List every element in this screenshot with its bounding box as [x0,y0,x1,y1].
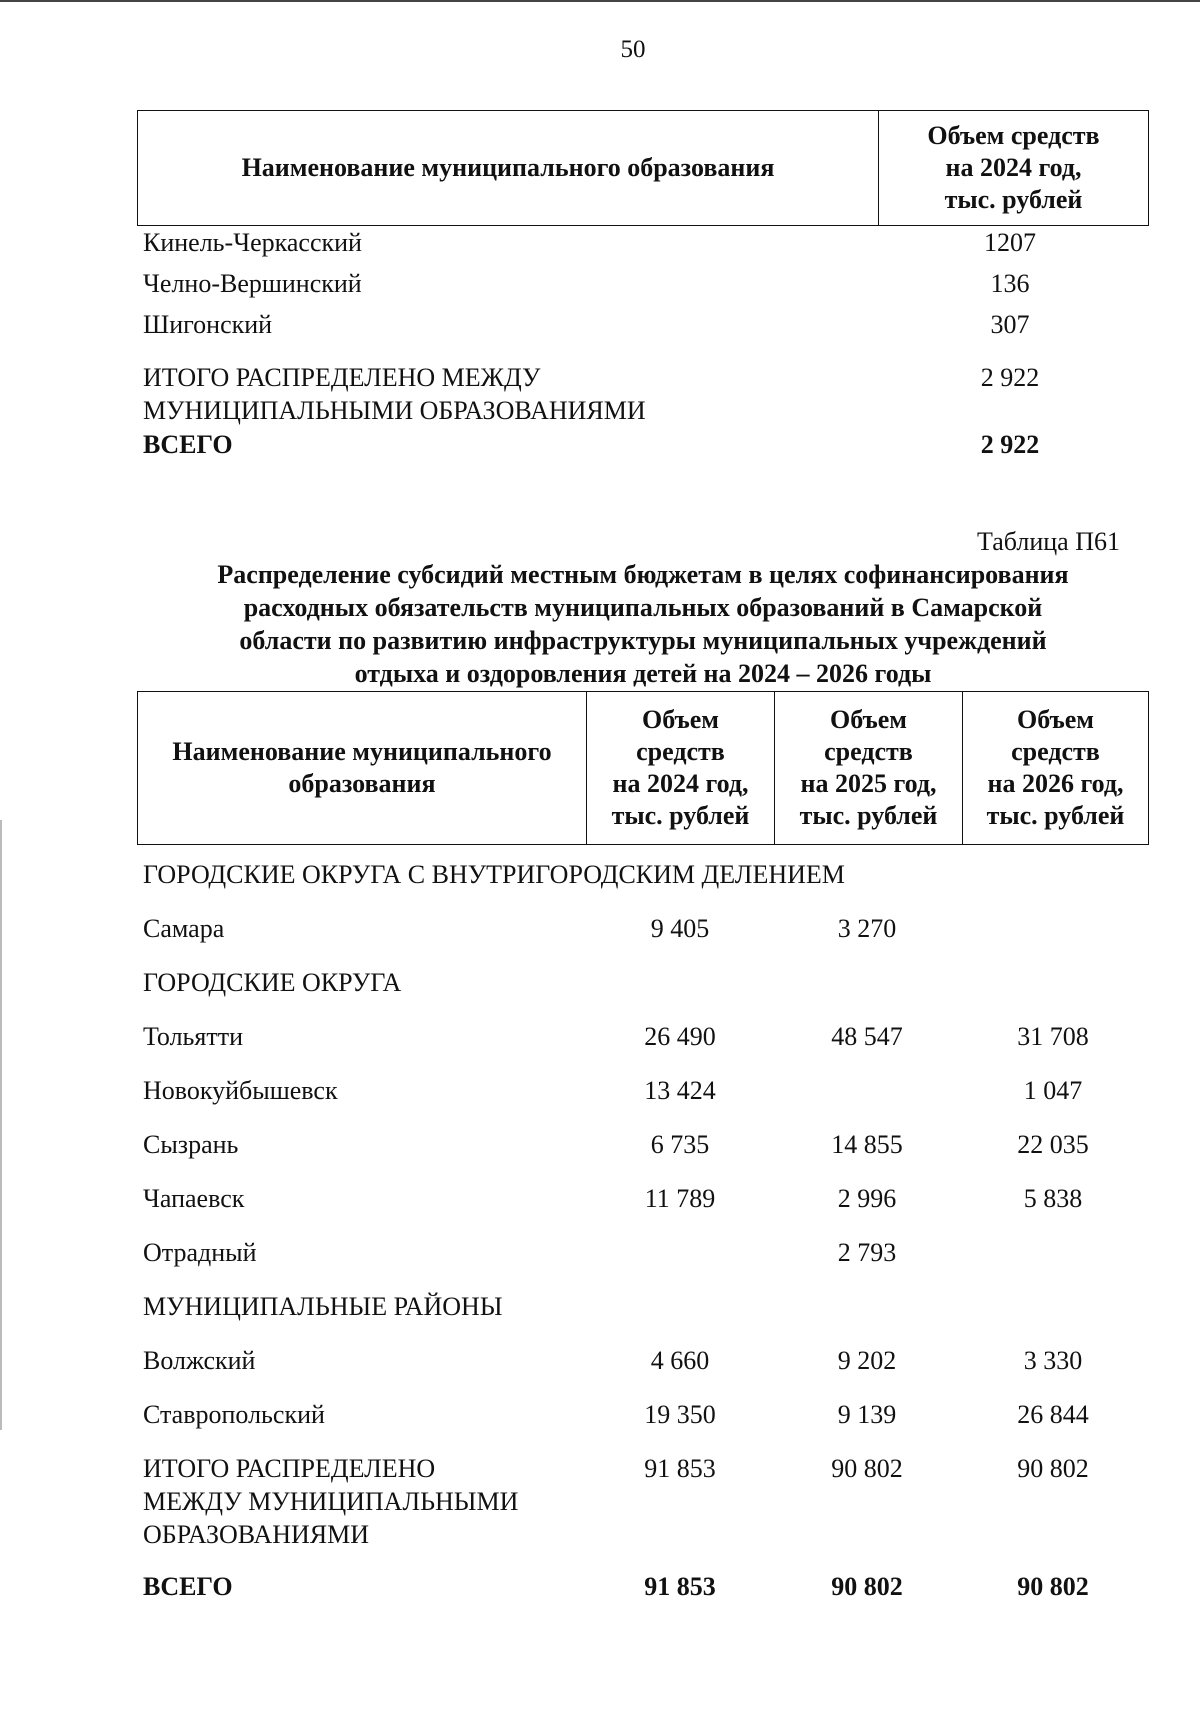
table2-cell-2025: 2 996 [837,1184,897,1213]
table2-total-distributed-2025: 90 802 [831,1454,903,1483]
table2-total-distributed-2026: 90 802 [1017,1454,1089,1483]
table2-title-line: отдыха и оздоровления детей на 2024 – 2026 годы [354,659,932,688]
table2-row-name: Сызрань [143,1130,239,1159]
table2-total-2026: 90 802 [1017,1572,1089,1601]
table2-total-label: ВСЕГО [143,1572,233,1601]
table2-cell-2024: 4 660 [650,1346,710,1375]
table2-cell-2024: 26 490 [644,1022,716,1051]
table2-cell-2024: 6 735 [650,1130,710,1159]
table2-row-name: Чапаевск [143,1184,245,1213]
table2-total-distributed-label [143,1452,518,1551]
table2-total-distributed-2024: 91 853 [644,1454,716,1483]
table2-header-line: Объем [642,705,719,734]
table2-row-name: Отрадный [143,1238,257,1267]
table2-header-line: на 2024 год, [612,769,749,798]
scan-left-edge [0,820,2,1430]
table2-cell-2026: 1 047 [1023,1076,1083,1105]
table2-cell-2024: 19 350 [644,1400,716,1429]
table2-total-distributed-line: МЕЖДУ МУНИЦИПАЛЬНЫМИ [143,1487,519,1516]
table2-row-name: Новокуйбышевск [143,1076,338,1105]
table2-total-distributed-line: ОБРАЗОВАНИЯМИ [143,1520,370,1549]
table2-header-line: тыс. рублей [986,801,1125,830]
table2-total-2025: 90 802 [831,1572,903,1601]
table2-row-name: Ставропольский [143,1400,325,1429]
table2-header-line: средств [1011,737,1100,766]
table1-total-distributed-line: МУНИЦИПАЛЬНЫМИ ОБРАЗОВАНИЯМИ [143,396,646,425]
table1-header-amount [879,111,1148,225]
table2-cell-2025: 9 202 [837,1346,897,1375]
table2-header-line: Объем [830,705,907,734]
table2-section-heading: ГОРОДСКИЕ ОКРУГА С ВНУТРИГОРОДСКИМ ДЕЛЕНИЕМ [143,860,845,889]
table2-row-name: Тольятти [143,1022,244,1051]
table2-cell-2026: 26 844 [1017,1400,1089,1429]
table2-header-line: средств [636,737,725,766]
table2-cell-2024: 11 789 [644,1184,716,1213]
table2-header-2026 [963,692,1148,844]
table1-header-amount-line: на 2024 год, [945,153,1082,182]
table1-total-distributed-value: 2 922 [980,363,1040,392]
table1-row-value: 1207 [984,228,1036,257]
page-number: 50 [620,36,646,63]
table1-total-distributed-label [143,361,646,427]
table2-cell-2026: 3 330 [1023,1346,1083,1375]
table2-title-line: расходных обязательств муниципальных образований в Самарской [243,593,1043,622]
table2-cell-2025: 3 270 [837,914,897,943]
table2-cell-2024: 13 424 [644,1076,716,1105]
table1-header-name: Наименование муниципального образования [138,111,879,225]
table2-cell-2024: 9 405 [650,914,710,943]
table2-row-name: Волжский [143,1346,256,1375]
table2-title-line: Распределение субсидий местным бюджетам в целях софинансирования [217,560,1069,589]
table2-title [137,558,1149,690]
table2-title-line: области по развитию инфраструктуры муниципальных учреждений [239,626,1047,655]
table2-cell-2026: 31 708 [1017,1022,1089,1051]
scan-top-edge [0,0,1200,2]
table1-row-value: 307 [990,310,1030,339]
table2-cell-2025: 9 139 [837,1400,897,1429]
table1-total-value: 2 922 [980,430,1040,459]
table2-cell-2025: 14 855 [831,1130,903,1159]
table1-row-name: Шигонский [143,310,273,339]
table2-header [137,691,1149,845]
table2-total-2024: 91 853 [644,1572,716,1601]
table1-total-label: ВСЕГО [143,430,233,459]
table2-header-line: тыс. рублей [611,801,750,830]
table1-header-amount-line: Объем средств [927,121,1100,150]
table2-header-line: на 2025 год, [800,769,937,798]
table2-total-distributed-line: ИТОГО РАСПРЕДЕЛЕНО [143,1454,436,1483]
table1-row-name: Челно-Вершинский [143,269,362,298]
table2-section-heading: ГОРОДСКИЕ ОКРУГА [143,968,402,997]
table2-header-2024 [587,692,775,844]
table2-header-name [138,692,587,844]
table2-header-line: Объем [1017,705,1094,734]
table2-header-name-line: Наименование муниципального [172,737,552,766]
table2-header-line: на 2026 год, [987,769,1124,798]
table2-header-2025 [775,692,963,844]
table2-header-name-line: образования [288,769,436,798]
table2-header-line: тыс. рублей [799,801,938,830]
table2-cell-2026: 5 838 [1023,1184,1083,1213]
table2-caption: Таблица П61 [977,527,1120,556]
table2-row-name: Самара [143,914,225,943]
table1-total-distributed-line: ИТОГО РАСПРЕДЕЛЕНО МЕЖДУ [143,363,541,392]
table2-cell-2025: 2 793 [837,1238,897,1267]
table2-section-heading: МУНИЦИПАЛЬНЫЕ РАЙОНЫ [143,1292,503,1321]
table2-cell-2025: 48 547 [831,1022,903,1051]
table1-row-name: Кинель-Черкасский [143,228,362,257]
table1-header [137,110,1149,226]
table1-header-amount-line: тыс. рублей [944,185,1083,214]
table1-row-value: 136 [990,269,1030,298]
table2-cell-2026: 22 035 [1017,1130,1089,1159]
table2-header-line: средств [824,737,913,766]
